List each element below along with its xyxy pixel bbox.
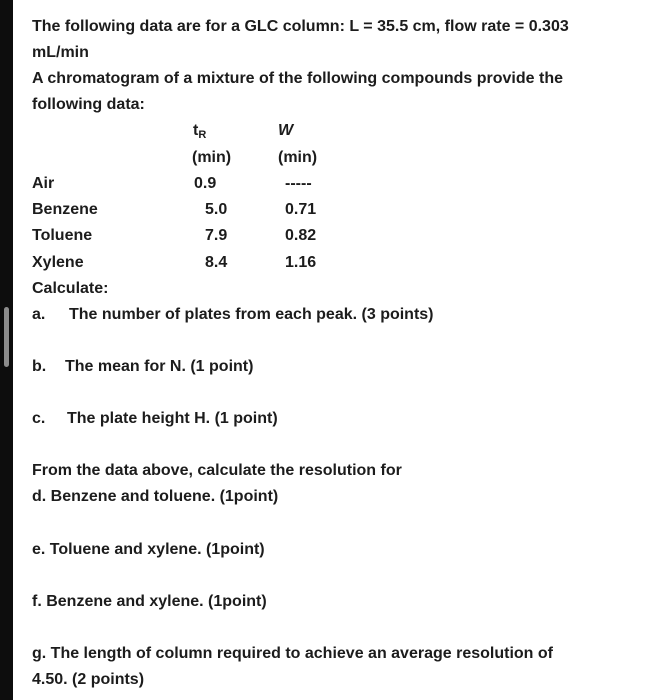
row-w-xylene: 1.16	[285, 254, 317, 271]
question-d: d. Benzene and toluene. (1point)	[32, 488, 279, 505]
question-g-line-1: g. The length of column required to achieve an average resolution of	[32, 645, 553, 662]
header-tr	[193, 121, 206, 145]
intro-line-4: following data:	[32, 96, 145, 113]
row-name-toluene: Toluene	[32, 227, 93, 244]
calculate-label: Calculate:	[32, 280, 109, 297]
question-a: The number of plates from each peak. (3 points)	[69, 306, 434, 323]
header-w: W	[278, 122, 294, 139]
resolution-intro: From the data above, calculate the resolution for	[32, 462, 402, 479]
row-w-air: -----	[285, 175, 312, 192]
row-name-xylene: Xylene	[32, 254, 84, 271]
row-name-benzene: Benzene	[32, 201, 98, 218]
question-g-line-2: 4.50. (2 points)	[32, 671, 145, 688]
document	[32, 0, 637, 700]
row-tr-toluene: 7.9	[205, 227, 228, 244]
question-c-label: c.	[32, 410, 46, 427]
row-name-air: Air	[32, 175, 55, 192]
intro-line-1: The following data are for a GLC column: L = 35.5 cm, flow rate = 0.303	[32, 18, 569, 35]
row-w-benzene: 0.71	[285, 201, 317, 218]
question-b: The mean for N. (1 point)	[65, 358, 254, 375]
header-tr-unit: (min)	[192, 149, 232, 166]
intro-line-2: mL/min	[32, 44, 89, 61]
row-tr-xylene: 8.4	[205, 254, 228, 271]
question-c: The plate height H. (1 point)	[67, 410, 278, 427]
scrollbar-thumb[interactable]	[4, 307, 9, 367]
intro-line-3: A chromatogram of a mixture of the following compounds provide the	[32, 70, 563, 87]
row-tr-air: 0.9	[194, 175, 217, 192]
header-tr-symbol: t	[193, 122, 199, 139]
question-a-label: a.	[32, 306, 46, 323]
header-tr-subscript: R	[198, 129, 207, 141]
row-tr-benzene: 5.0	[205, 201, 228, 218]
header-w-unit: (min)	[278, 149, 318, 166]
question-b-label: b.	[32, 358, 47, 375]
row-w-toluene: 0.82	[285, 227, 317, 244]
question-e: e. Toluene and xylene. (1point)	[32, 541, 265, 558]
question-f: f. Benzene and xylene. (1point)	[32, 593, 267, 610]
